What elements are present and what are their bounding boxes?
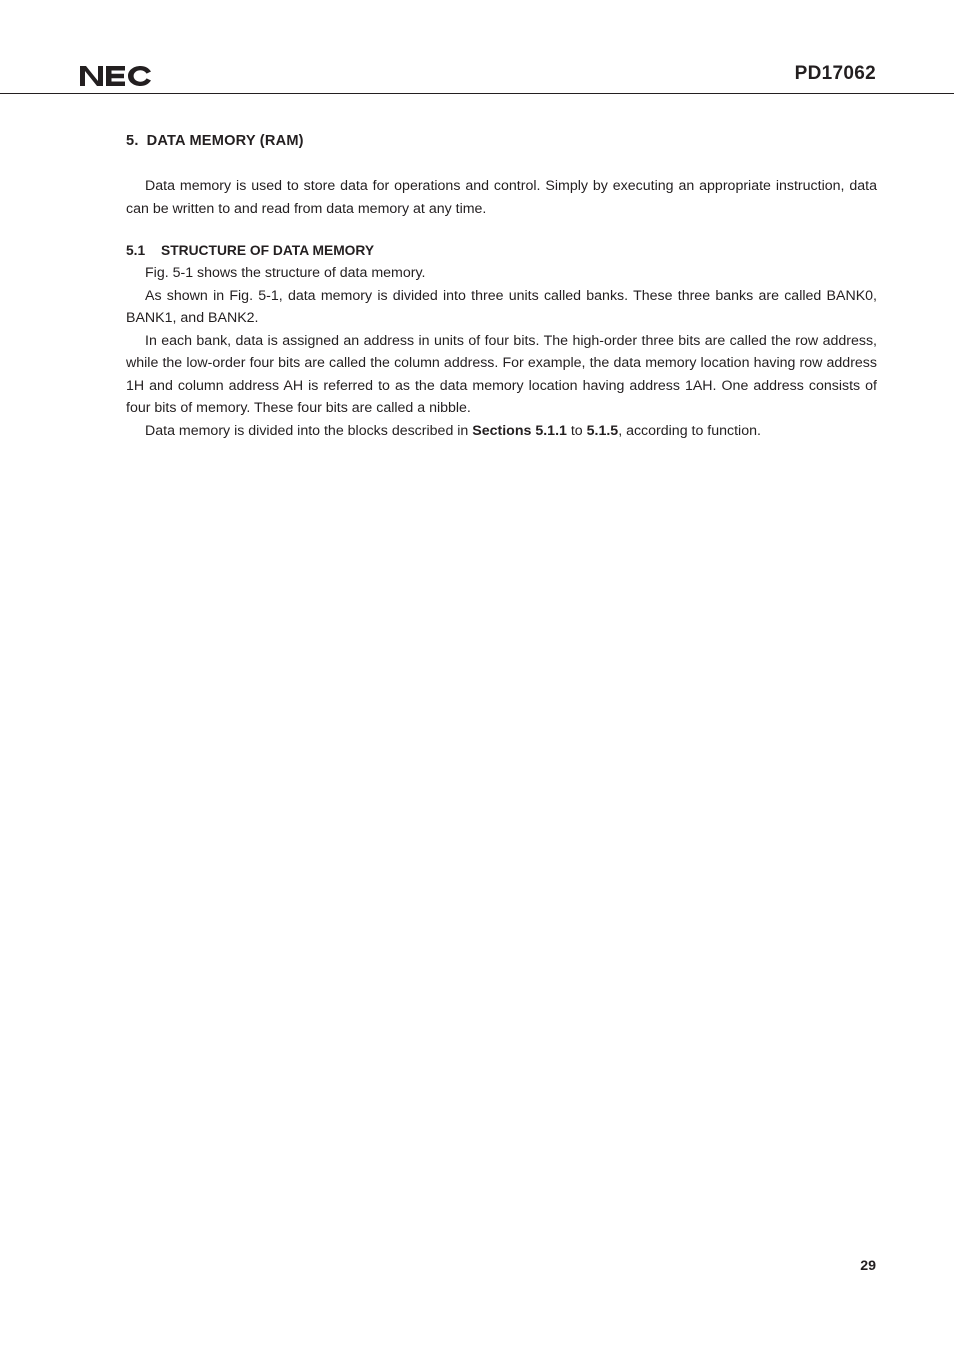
section-title: DATA MEMORY (RAM) bbox=[146, 133, 304, 149]
subsection-title: STRUCTURE OF DATA MEMORY bbox=[161, 243, 375, 258]
nec-logo-graphic bbox=[78, 62, 154, 90]
subsection-number: 5.1 bbox=[126, 243, 146, 258]
section-reference-end: 5.1.5 bbox=[586, 422, 619, 439]
subsection-heading bbox=[126, 240, 877, 262]
header-divider bbox=[0, 93, 954, 94]
blocks-text-middle: to bbox=[566, 422, 587, 439]
nec-logo bbox=[78, 62, 154, 90]
paragraph-fig-reference: Fig. 5-1 shows the structure of data memory. bbox=[145, 265, 426, 281]
section-number: 5. bbox=[126, 133, 139, 149]
document-body bbox=[126, 130, 877, 442]
paragraph-addressing: In each bank, data is assigned an address in units of four bits. The high-order three bits are called the row address, while the low-order four bits are called the column address. For example, the data memory location having row address 1H and column address AH is referred to as the data memory location having address 1AH. One address consists of four bits of memory. These four bits are called a nibble. bbox=[126, 332, 877, 416]
section-intro-paragraph: Data memory is used to store data for operations and control. Simply by executing an appropriate instruction, data can be written to and read from data memory at any time. bbox=[126, 178, 877, 217]
blocks-text-end: , according to function. bbox=[618, 422, 761, 439]
section-heading bbox=[126, 130, 877, 152]
blocks-text-start: Data memory is divided into the blocks described in bbox=[145, 422, 473, 439]
paragraph-banks: As shown in Fig. 5-1, data memory is divided into three units called banks. These three banks are called BANK0, BANK1, and BANK2. bbox=[126, 287, 877, 326]
section-reference-start: Sections 5.1.1 bbox=[472, 422, 567, 439]
paragraph-blocks bbox=[126, 420, 877, 443]
product-code: PD17062 bbox=[794, 63, 876, 84]
page-number: 29 bbox=[860, 1258, 876, 1274]
